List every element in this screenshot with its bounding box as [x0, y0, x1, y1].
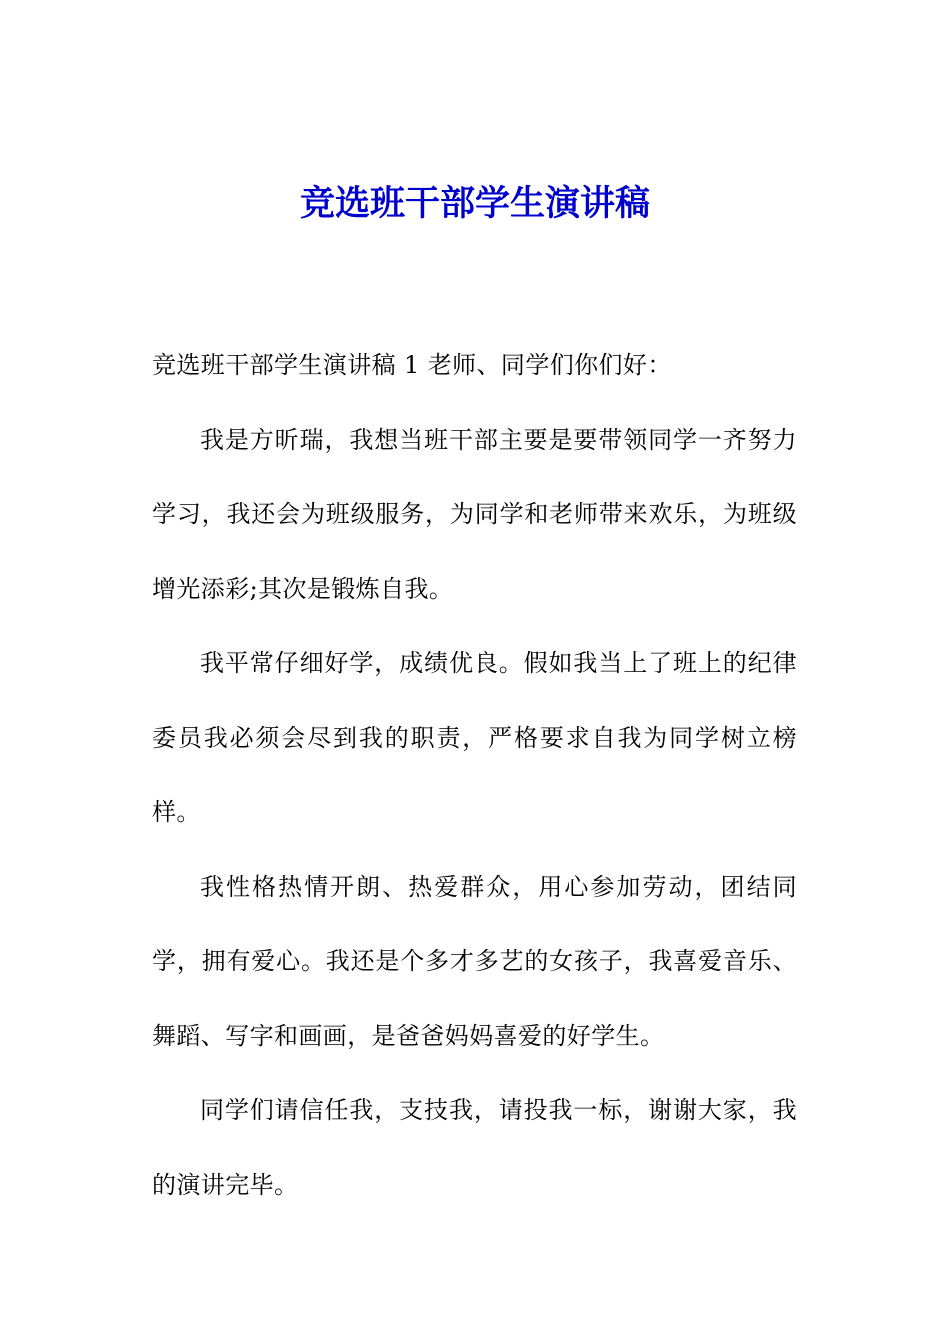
paragraph-closing: 同学们请信任我，支技我，请投我一标，谢谢大家，我的演讲完毕。	[152, 1096, 797, 1199]
paragraph-study: 我平常仔细好学，成绩优良。假如我当上了班上的纪律委员我必须会尽到我的职责，严格要求自我为同学树立榜样。	[152, 649, 797, 826]
document-title: 竞选班干部学生演讲稿	[299, 183, 650, 224]
document-body	[152, 328, 797, 1222]
paragraph-introduction: 我是方昕瑞，我想当班干部主要是要带领同学一齐努力学习，我还会为班级服务，为同学和老师带来欢乐，为班级增光添彩;其次是锻炼自我。	[152, 425, 797, 603]
paragraph-greeting: 竞选班干部学生演讲稿 1 老师、同学们你们好：	[152, 351, 672, 379]
paragraph-personality: 我性格热情开朗、热爱群众，用心参加劳动，团结同学，拥有爱心。我还是个多才多艺的女孩子，我喜爱音乐、舞蹈、写字和画画，是爸爸妈妈喜爱的好学生。	[152, 872, 797, 1050]
